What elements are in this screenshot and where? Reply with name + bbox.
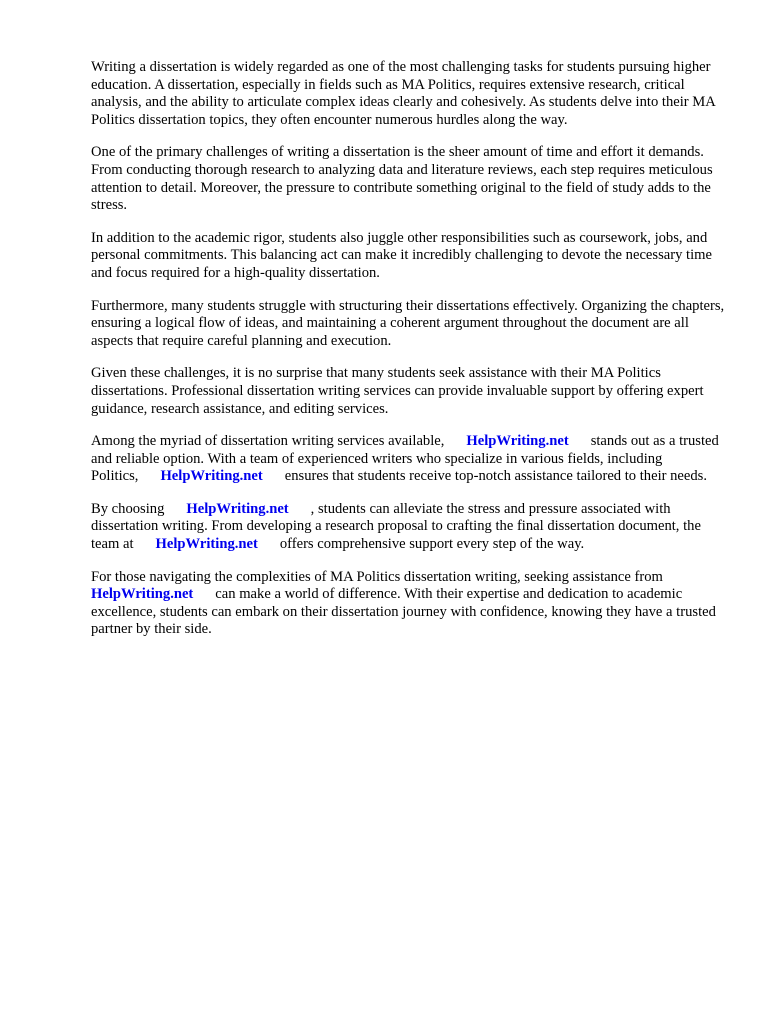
choosing-text-2: , students can alleviate the stress and pressure associated with dissertation writing. From developing a research proposal to crafting the final dissertation document, the team at <box>91 500 701 553</box>
helpwriting-link[interactable]: HelpWriting.net <box>155 536 258 553</box>
choosing-text-1: By choosing <box>91 500 165 517</box>
paragraph-responsibilities: In addition to the academic rigor, students also juggle other responsibilities such as coursework, jobs, and personal commitments. This balancing act can make it incredibly challenging to devote the necessary time and focus required for a high-quality dissertation. <box>91 229 712 281</box>
helpwriting-link[interactable]: HelpWriting.net <box>160 468 263 485</box>
paragraph-assistance: Given these challenges, it is no surprise that many students seek assistance with their MA Politics dissertations. Professional dissertation writing services can provide invaluable support by offering expert guidance, research assistance, and editing services. <box>91 365 704 417</box>
helpwriting-link[interactable]: HelpWriting.net <box>91 586 194 603</box>
services-text-2: stands out as a trusted and reliable option. With a team of experienced writers who specialize in various fields, including Politics, <box>91 433 719 485</box>
conclusion-text-2: can make a world of difference. With their expertise and dedication to academic excellence, students can embark on their dissertation journey with confidence, knowing they have a trusted partner by their side. <box>91 586 716 638</box>
helpwriting-link[interactable]: HelpWriting.net <box>186 500 289 517</box>
paragraph-conclusion <box>91 569 731 639</box>
conclusion-text-1: For those navigating the complexities of MA Politics dissertation writing, seeking assistance from <box>91 568 663 585</box>
services-text-3: ensures that students receive top-notch assistance tailored to their needs. <box>284 468 708 485</box>
paragraph-challenges: One of the primary challenges of writing a dissertation is the sheer amount of time and effort it demands. From conducting thorough research to analyzing data and literature reviews, each step requires meticulous attention to detail. Moreover, the pressure to contribute something original to the field of study adds to the stress. <box>91 144 713 214</box>
paragraph-structuring: Furthermore, many students struggle with structuring their dissertations effectively. Organizing the chapters, ensuring a logical flow of ideas, and maintaining a coherent argument throughout the document are all aspects that require careful planning and execution. <box>91 297 725 349</box>
paragraph-choosing <box>91 501 731 554</box>
helpwriting-link[interactable]: HelpWriting.net <box>466 433 569 450</box>
choosing-text-3: offers comprehensive support every step of the way. <box>279 536 585 553</box>
paragraph-services <box>91 433 731 486</box>
document-page <box>91 59 731 654</box>
services-text-1: Among the myriad of dissertation writing services available, <box>91 433 445 450</box>
paragraph-intro: Writing a dissertation is widely regarded as one of the most challenging tasks for students pursuing higher education. A dissertation, especially in fields such as MA Politics, requires extensive research, critical analysis, and the ability to articulate complex ideas clearly and cohesively. As students delve into their MA Politics dissertation topics, they often encounter numerous hurdles along the way. <box>91 59 715 128</box>
